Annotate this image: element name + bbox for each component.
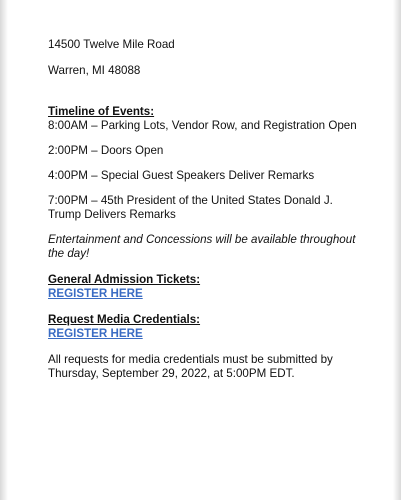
entertainment-note: Entertainment and Concessions will be available throughout the day! bbox=[48, 233, 356, 260]
tickets-register-link[interactable]: REGISTER HERE bbox=[48, 287, 143, 300]
page-edge-right bbox=[393, 0, 401, 500]
timeline-event: 4:00PM – Special Guest Speakers Deliver Remarks bbox=[48, 169, 315, 182]
page-edge-left bbox=[0, 0, 8, 500]
address-street: 14500 Twelve Mile Road bbox=[48, 38, 175, 51]
media-register-link[interactable]: REGISTER HERE bbox=[48, 327, 143, 340]
media-heading: Request Media Credentials: bbox=[48, 313, 201, 326]
timeline-event: 2:00PM – Doors Open bbox=[48, 144, 164, 157]
timeline-heading: Timeline of Events: bbox=[48, 105, 155, 118]
address-city: Warren, MI 48088 bbox=[48, 64, 141, 77]
media-deadline-text: All requests for media credentials must be submitted by Thursday, September 29, 2022, at 5:00PM EDT. bbox=[48, 353, 333, 380]
timeline-event: 8:00AM – Parking Lots, Vendor Row, and Registration Open bbox=[48, 119, 357, 132]
timeline-event: 7:00PM – 45th President of the United States Donald J. Trump Delivers Remarks bbox=[48, 194, 333, 221]
document-body bbox=[48, 38, 368, 393]
tickets-heading: General Admission Tickets: bbox=[48, 273, 201, 286]
